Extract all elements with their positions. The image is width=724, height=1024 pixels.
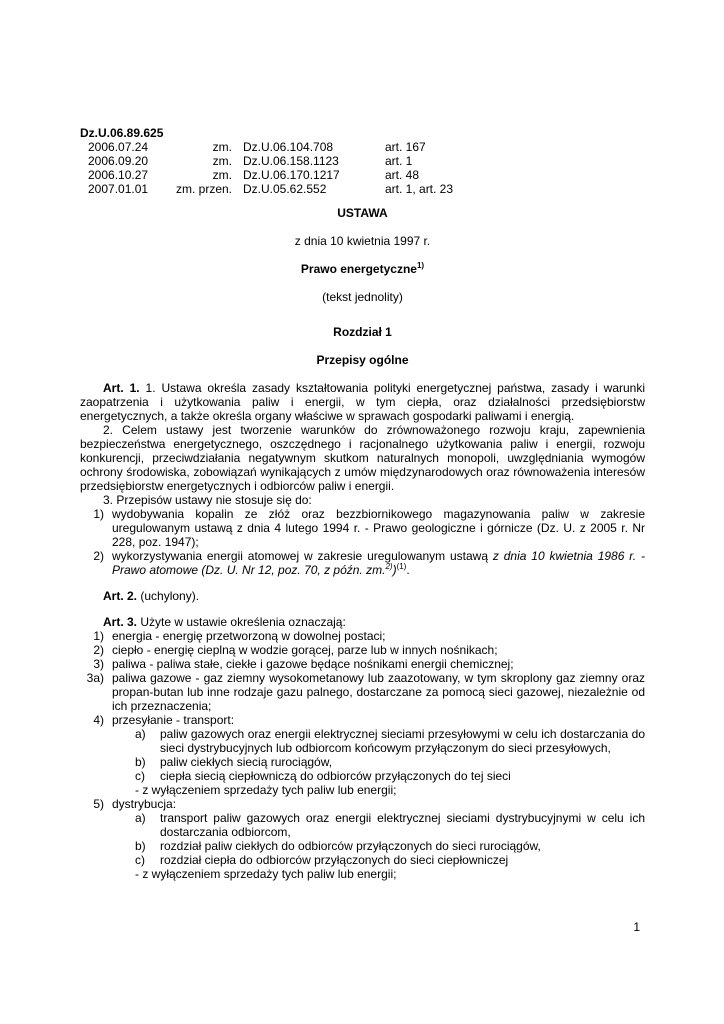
article-1-paragraph-3: 3. Przepisów ustawy nie stosuje się do:: [103, 493, 312, 507]
list-item-number: 1): [93, 629, 104, 643]
article-2-text: (uchylony).: [140, 589, 200, 603]
act-name-footnote-ref: 1): [416, 261, 425, 270]
list-item-number: 2): [93, 549, 104, 563]
citation-normal: wykorzystywania energii atomowej w zakresie uregulowanym ustawą: [112, 549, 493, 563]
article-3-intro: [80, 615, 645, 629]
list-item-text: paliwa gazowe - gaz ziemny wysokometanowy lub zaazotowany, w tym skroplony gaz ziemny oraz propan-butan lub inne rodzaje gazu palnego, dostarczane za pomocą sieci gazowej, niezależnie od ich przeznaczenia;: [112, 671, 645, 713]
amendment-date: 2006.09.20: [88, 154, 149, 168]
amendment-type: zm. przen.: [175, 182, 232, 196]
amendment-date: 2006.10.27: [88, 168, 149, 182]
amendment-ref: Dz.U.06.104.708: [243, 140, 334, 154]
consolidated-text-note: (tekst jednolity): [322, 290, 403, 304]
list-item-text: przesyłanie - transport:: [112, 713, 235, 727]
article-3-label: Art. 3.: [103, 615, 138, 629]
sub-list-item: [135, 811, 645, 839]
list-item-number: 3): [93, 657, 104, 671]
sub-list-item-letter: a): [135, 811, 146, 825]
amendment-ref: Dz.U.05.62.552: [243, 182, 327, 196]
act-name: [80, 262, 645, 276]
sub-list-item-text: paliw ciekłych siecią rurociągów,: [160, 755, 333, 769]
sub-list-item-text: rozdział ciepła do odbiorców przyłączonych do sieci ciepłowniczej: [160, 853, 509, 867]
sub-list-item-letter: c): [135, 769, 145, 783]
sub-list-item-text: ciepła siecią ciepłowniczą do odbiorców przyłączonych do tej sieci: [160, 769, 511, 783]
act-name-text: Prawo energetyczne: [300, 262, 417, 276]
footnote-ref-1: (1): [396, 562, 407, 571]
list-item-number: 1): [93, 507, 104, 521]
article-1-label: Art. 1.: [103, 381, 140, 395]
amendment-article: art. 48: [385, 168, 420, 182]
amendment-row: [80, 168, 645, 182]
chapter-title: Przepisy ogólne: [316, 353, 409, 367]
sub-list-item: [135, 853, 645, 867]
amendment-date: 2007.01.01: [88, 182, 149, 196]
list-item: [80, 671, 645, 713]
article-1-paragraph-1: [80, 381, 645, 423]
article-1-paragraph-2: 2. Celem ustawy jest tworzenie warunków do zrównoważonego rozwoju kraju, zapewnienia bezpieczeństwa energetycznego, oszczędnego i racjonalnego użytkowania paliw i energii, rozwoju konkurencji, przeciwdziałania negatywnym skutkom naturalnych monopoli, uwzględniania wymogów ochrony środowiska, zobowiązań wynikających z umów międzynarodowych oraz równoważenia interesów przedsiębiorstw energetycznych i odbiorców paliw i energii.: [80, 423, 645, 493]
article-2: [80, 589, 645, 603]
amendment-row: [80, 154, 645, 168]
list-item-tail: - z wyłączeniem sprzedaży tych paliw lub energii;: [135, 867, 397, 881]
list-item-tail: - z wyłączeniem sprzedaży tych paliw lub energii;: [135, 783, 397, 797]
amendment-type: zm.: [212, 140, 232, 154]
citation-close-paren: ): [392, 563, 397, 577]
list-item-number: 3a): [86, 671, 104, 685]
act-title: USTAWA: [337, 206, 388, 220]
amendment-article: art. 1: [385, 154, 413, 168]
page-number: 1: [633, 920, 640, 934]
article-1-paragraph-1-text: 1. Ustawa określa zasady kształtowania polityki energetycznej państwa, zasady i warunki zaopatrzenia i użytkowania paliw i energii, w tym ciepła, oraz działalności przedsiębiorstw energetycznych, a także określa organy właściwe w sprawach gospodarki paliwami i energią.: [80, 381, 646, 423]
sub-list-item-letter: b): [135, 839, 146, 853]
amendment-article: art. 1, art. 23: [385, 182, 454, 196]
amendment-ref: Dz.U.06.158.1123: [243, 154, 339, 168]
list-item: [80, 797, 645, 811]
document-content: [80, 126, 645, 881]
list-item-text: paliwa - paliwa stałe, ciekłe i gazowe będące nośnikami energii chemicznej;: [112, 657, 514, 671]
article-2-label: Art. 2.: [103, 589, 138, 603]
sub-list-item-letter: b): [135, 755, 146, 769]
amendment-row: [80, 182, 645, 196]
list-item-number: 2): [93, 643, 104, 657]
amendment-row: [80, 140, 645, 154]
amendment-header: [80, 126, 645, 196]
citation-period: .: [406, 563, 410, 577]
sub-list-item-text: paliw gazowych oraz energii elektrycznej sieciami przesyłowymi w celu ich dostarczania do sieci dystrybucyjnych lub odbiorcom końcowym przyłączonym do sieci przesyłowych,: [160, 727, 645, 755]
sub-list-item-letter: c): [135, 853, 145, 867]
amendment-type: zm.: [212, 154, 232, 168]
citation-italic: z dnia 10 kwietnia 1986 r. - Prawo atomowe (Dz. U. Nr 12, poz. 70, z późn. zm.: [112, 549, 646, 577]
list-item: [80, 549, 645, 577]
article-3-intro-text: Użyte w ustawie określenia oznaczają:: [140, 615, 346, 629]
list-item-text: [112, 549, 645, 577]
act-date: z dnia 10 kwietnia 1997 r.: [294, 234, 431, 248]
list-item-text: wydobywania kopalin ze złóż oraz bezzbiornikowego magazynowania paliw w zakresie uregulowanym ustawą z dnia 4 lutego 1994 r. - Prawo geologiczne i górnicze (Dz. U. z 2005 r. Nr 228, poz. 1947);: [112, 507, 645, 549]
article-3: [80, 615, 645, 881]
list-item-number: 4): [93, 713, 104, 727]
article-1: [80, 381, 645, 577]
sub-list-item: [135, 727, 645, 755]
sub-list-item-text: transport paliw gazowych oraz energii elektrycznej sieciami dystrybucyjnymi w celu ich dostarczania odbiorcom,: [160, 811, 645, 839]
list-item: [80, 713, 645, 727]
sub-list-item: [135, 769, 645, 783]
amendment-ref: Dz.U.06.170.1217: [243, 168, 340, 182]
footnote-ref-2: 2): [385, 562, 393, 571]
list-item: [80, 643, 645, 657]
sub-list-item: [135, 755, 645, 769]
doc-id: Dz.U.06.89.625: [80, 126, 164, 140]
amendment-date: 2006.07.24: [88, 140, 149, 154]
list-item-text: energia - energię przetworzoną w dowolnej postaci;: [112, 629, 386, 643]
sub-list-item: [135, 839, 645, 853]
amendment-type: zm.: [212, 168, 232, 182]
sub-list-item-letter: a): [135, 727, 146, 741]
chapter-number: Rozdział 1: [333, 325, 392, 339]
list-item-text: ciepło - energię cieplną w wodzie gorącej, parze lub w innych nośnikach;: [112, 643, 498, 657]
list-item: [80, 657, 645, 671]
amendment-article: art. 167: [385, 140, 426, 154]
list-item-text: dystrybucja:: [112, 797, 177, 811]
list-item: [80, 507, 645, 549]
list-item-number: 5): [93, 797, 104, 811]
list-item: [80, 629, 645, 643]
sub-list-item-text: rozdział paliw ciekłych do odbiorców przyłączonych do sieci rurociągów,: [160, 839, 541, 853]
